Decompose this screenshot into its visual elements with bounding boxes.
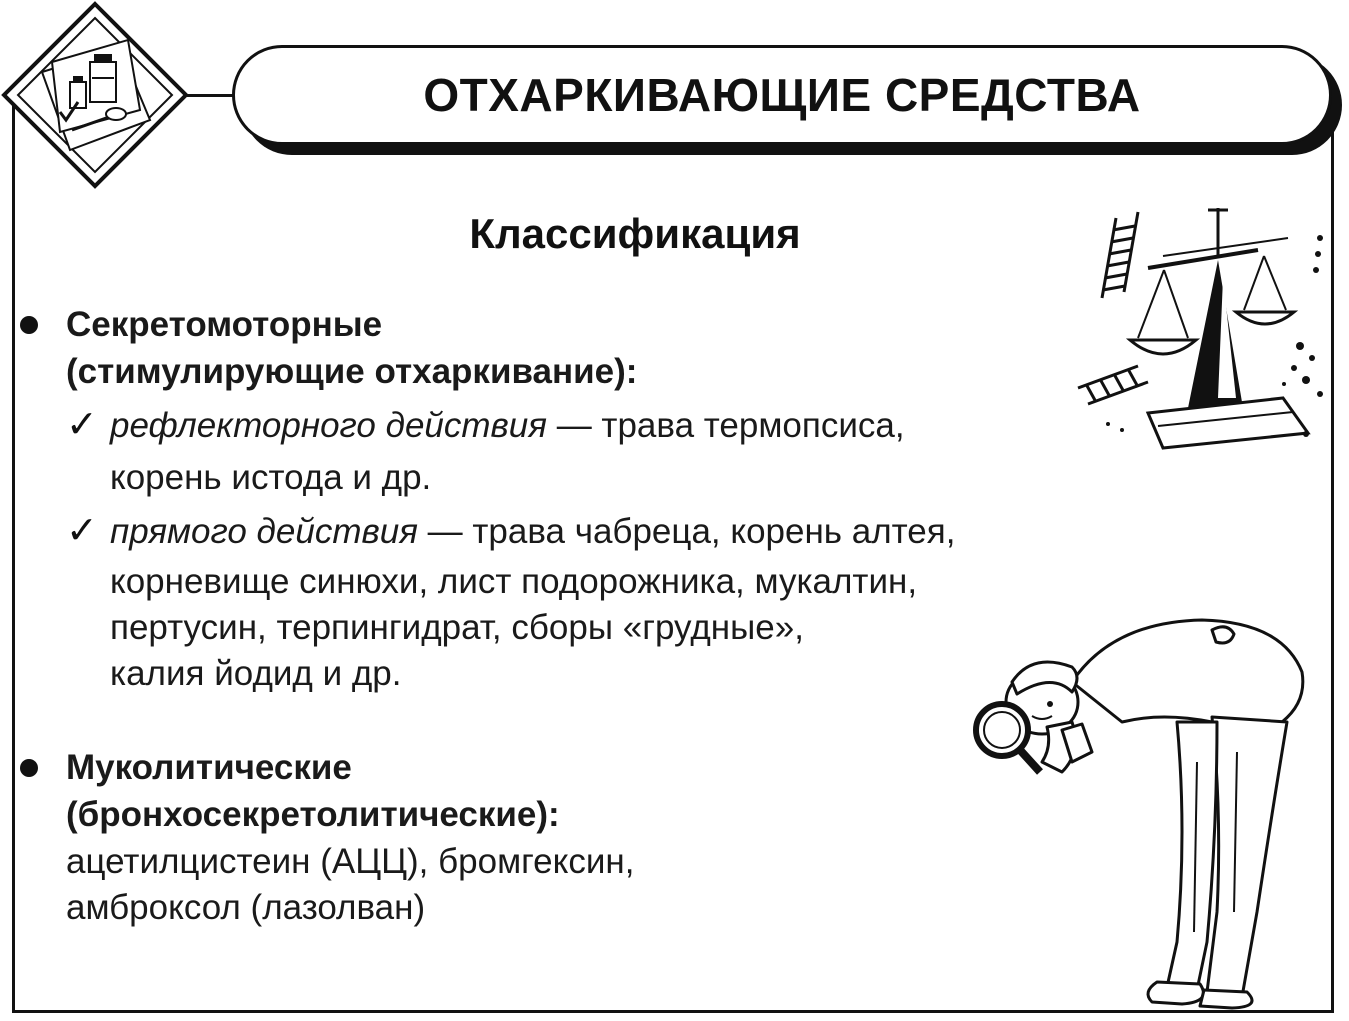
section-heading: Классификация — [469, 210, 801, 257]
group-subtitle: (бронхосекретолитические): — [66, 795, 560, 834]
bullet-icon — [20, 759, 38, 777]
scales-illustration — [1068, 198, 1336, 468]
subitem-term: прямого действия — [110, 512, 418, 551]
group-subtitle: (стимулирующие отхаркивание): — [66, 352, 638, 391]
checkmark-icon: ✓ — [66, 510, 98, 552]
subitem-line: корневище синюхи, лист подорожника, мукалтин, — [110, 562, 918, 601]
group-name: Муколитические — [66, 748, 352, 787]
subitem-text: — трава термопсиса, — [546, 406, 905, 445]
subitem-line — [110, 406, 905, 446]
subitem-line: калия йодид и др. — [110, 654, 402, 693]
magnifier-man-illustration — [972, 612, 1322, 1010]
medicine-bottles-icon — [0, 0, 190, 190]
subitem-line: пертусин, терпингидрат, сборы «грудные», — [110, 608, 804, 647]
group-items-line: ацетилцистеин (АЦЦ), бромгексин, — [66, 842, 635, 881]
title-banner — [232, 45, 1332, 145]
page-title: ОТХАРКИВАЮЩИЕ СРЕДСТВА — [423, 69, 1141, 121]
group-items-line: амброксол (лазолван) — [66, 888, 426, 927]
group-name: Секретомоторные — [66, 305, 383, 344]
subitem-line — [110, 512, 955, 552]
checkmark-icon: ✓ — [66, 404, 98, 446]
bullet-icon — [20, 316, 38, 334]
subitem-text: — трава чабреца, корень алтея, — [417, 512, 956, 551]
subitem-term: рефлекторного действия — [110, 406, 547, 445]
subitem-line: корень истода и др. — [110, 458, 432, 497]
